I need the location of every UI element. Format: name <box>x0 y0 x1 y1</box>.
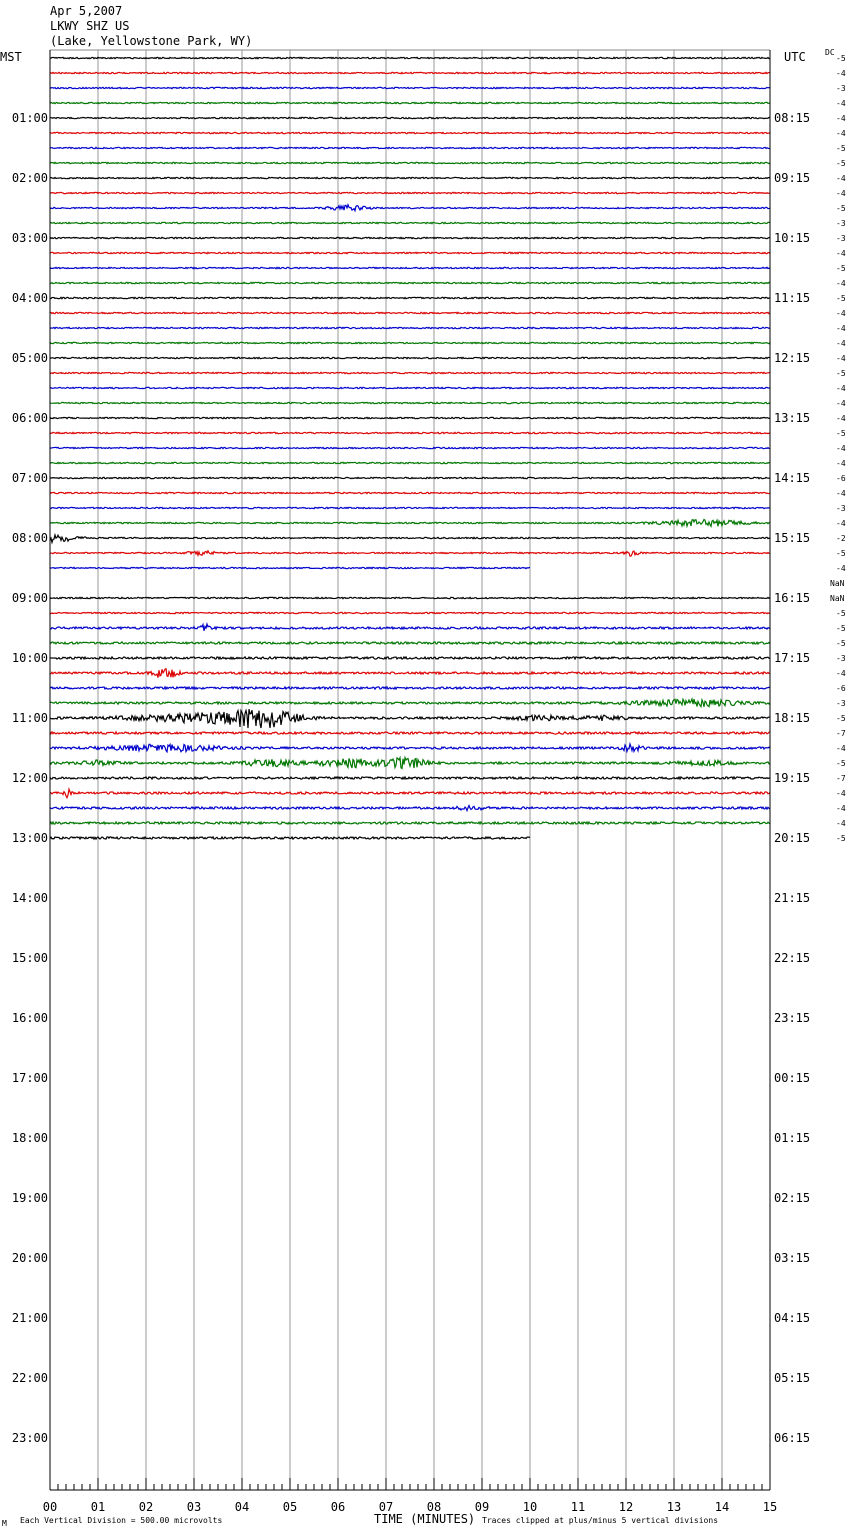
seismic-trace-row <box>50 699 770 707</box>
seismic-trace-row <box>50 117 770 118</box>
plot-axes <box>50 50 770 1490</box>
dc-offset-label: -3 <box>836 234 846 243</box>
seismic-trace-row <box>50 551 770 556</box>
dc-offset-label: -4 <box>836 519 846 528</box>
seismic-trace-row <box>50 492 770 493</box>
dc-offset-label: -7 <box>836 774 846 783</box>
dc-offset-label: -5 <box>836 159 846 168</box>
utc-hour-label: 13:15 <box>774 411 811 425</box>
dc-offset-label: -5 <box>836 264 846 273</box>
mst-axis-label: MST <box>0 50 22 64</box>
station-location: (Lake, Yellowstone Park, WY) <box>50 34 253 48</box>
seismic-trace-row <box>50 297 770 298</box>
mst-hour-label: 02:00 <box>11 171 48 185</box>
mst-hour-label: 03:00 <box>11 231 48 245</box>
seismic-trace-row <box>50 477 770 478</box>
x-tick-label: 00 <box>42 1500 58 1514</box>
mst-hour-label: 12:00 <box>11 771 48 785</box>
mst-hour-label: 05:00 <box>11 351 48 365</box>
mst-hour-label: 08:00 <box>11 531 48 545</box>
station-code: LKWY SHZ US <box>50 19 130 33</box>
mst-hour-label: 18:00 <box>11 1131 48 1145</box>
mst-hour-label: 09:00 <box>11 591 48 605</box>
x-tick-label: 05 <box>282 1500 298 1514</box>
mst-hour-label: 20:00 <box>11 1251 48 1265</box>
dc-offset-label: -4 <box>836 669 846 678</box>
utc-hour-label: 03:15 <box>774 1251 811 1265</box>
dc-offset-label: -4 <box>836 69 846 78</box>
seismic-trace-row <box>50 709 770 728</box>
utc-hour-label: 10:15 <box>774 231 811 245</box>
x-tick-label: 03 <box>186 1500 202 1514</box>
dc-offset-label: -4 <box>836 99 846 108</box>
x-tick-label: 04 <box>234 1500 250 1514</box>
dc-offset-label: -4 <box>836 249 846 258</box>
seismic-trace-row <box>50 447 770 448</box>
utc-hour-label: 01:15 <box>774 1131 811 1145</box>
vertical-division-note: Each Vertical Division = 500.00 microvolts <box>20 1516 223 1525</box>
seismic-trace-row <box>50 519 770 526</box>
utc-hour-label: 02:15 <box>774 1191 811 1205</box>
seismic-trace-row <box>50 282 770 283</box>
utc-axis-label: UTC <box>784 50 806 64</box>
mst-hour-label: 14:00 <box>11 891 48 905</box>
dc-offset-label: -3 <box>836 654 846 663</box>
utc-hour-label: 15:15 <box>774 531 811 545</box>
seismic-trace-row <box>50 57 770 58</box>
dc-offset-label: -5 <box>836 294 846 303</box>
seismic-trace-row <box>50 252 770 253</box>
seismic-trace-row <box>50 642 770 644</box>
seismic-trace-row <box>50 669 770 678</box>
utc-hour-label: 21:15 <box>774 891 811 905</box>
dc-offset-label: -4 <box>836 444 846 453</box>
seismic-trace-row <box>50 732 770 734</box>
dc-offset-label: -4 <box>836 324 846 333</box>
dc-offset-label: -4 <box>836 309 846 318</box>
mst-hour-label: 19:00 <box>11 1191 48 1205</box>
x-tick-label: 11 <box>570 1500 586 1514</box>
seismic-trace-row <box>50 402 770 403</box>
seismic-trace-row <box>50 237 770 238</box>
dc-offset-label: -3 <box>836 504 846 513</box>
seismic-trace-row <box>50 205 770 211</box>
seismic-traces <box>50 57 770 839</box>
dc-offset-label: -4 <box>836 129 846 138</box>
dc-offset-label: -3 <box>836 699 846 708</box>
seismic-trace-row <box>50 162 770 163</box>
seismic-trace-row <box>50 597 770 598</box>
x-tick-label: 13 <box>666 1500 682 1514</box>
dc-offset-label: -5 <box>836 609 846 618</box>
dc-offset-label: -5 <box>836 759 846 768</box>
x-tick-label: 09 <box>474 1500 490 1514</box>
dc-offset-label: -4 <box>836 189 846 198</box>
dc-offset-label: -4 <box>836 384 846 393</box>
mst-hour-label: 01:00 <box>11 111 48 125</box>
dc-offset-label: -5 <box>836 549 846 558</box>
seismic-trace-row <box>50 462 770 463</box>
seismic-trace-row <box>50 147 770 148</box>
x-axis-title: TIME (MINUTES) <box>374 1512 476 1526</box>
seismic-trace-row <box>50 342 770 343</box>
utc-hour-label: 09:15 <box>774 171 811 185</box>
dc-offset-label: -4 <box>836 804 846 813</box>
seismic-trace-row <box>50 177 770 178</box>
utc-hour-label: 12:15 <box>774 351 811 365</box>
dc-offset-label: -4 <box>836 744 846 753</box>
mst-hour-label: 07:00 <box>11 471 48 485</box>
seismic-trace-row <box>50 777 770 779</box>
dc-offset-label: -4 <box>836 399 846 408</box>
x-tick-label: 02 <box>138 1500 154 1514</box>
seismic-trace-row <box>50 507 770 508</box>
dc-offset-label: -4 <box>836 279 846 288</box>
seismic-trace-row <box>50 417 770 418</box>
seismic-trace-row <box>50 657 770 659</box>
mst-hour-label: 23:00 <box>11 1431 48 1445</box>
dc-offset-label: -5 <box>836 624 846 633</box>
mst-hour-label: 06:00 <box>11 411 48 425</box>
x-tick-label: 10 <box>522 1500 538 1514</box>
dc-offset-label: -4 <box>836 114 846 123</box>
utc-hour-label: 04:15 <box>774 1311 811 1325</box>
utc-hour-label: 14:15 <box>774 471 811 485</box>
dc-offset-label: -5 <box>836 144 846 153</box>
seismic-trace-row <box>50 806 770 811</box>
utc-hour-label: 06:15 <box>774 1431 811 1445</box>
dc-offset-label: -3 <box>836 219 846 228</box>
dc-offset-label: -6 <box>836 684 846 693</box>
utc-hour-label: 11:15 <box>774 291 811 305</box>
dc-offset-label: -5 <box>836 429 846 438</box>
seismic-trace-row <box>50 789 770 797</box>
seismic-trace-row <box>50 102 770 103</box>
dc-offset-label: -5 <box>836 834 846 843</box>
dc-offset-label: -5 <box>836 204 846 213</box>
x-tick-label: 14 <box>714 1500 730 1514</box>
seismic-trace-row <box>50 687 770 689</box>
seismic-trace-row <box>50 72 770 73</box>
dc-offset-label: -4 <box>836 339 846 348</box>
dc-offset-label: -3 <box>836 84 846 93</box>
seismic-trace-row <box>50 535 770 542</box>
dc-offset-label: -6 <box>836 474 846 483</box>
axis-labels <box>0 48 846 1528</box>
mst-hour-label: 17:00 <box>11 1071 48 1085</box>
dc-offset-label: -7 <box>836 729 846 738</box>
seismic-trace-row <box>50 132 770 133</box>
seismic-trace-row <box>50 624 770 631</box>
utc-hour-label: 17:15 <box>774 651 811 665</box>
utc-hour-label: 16:15 <box>774 591 811 605</box>
utc-hour-label: 00:15 <box>774 1071 811 1085</box>
utc-hour-label: 19:15 <box>774 771 811 785</box>
seismic-trace-row <box>50 312 770 313</box>
seismic-trace-row <box>50 357 770 358</box>
seismic-trace-row <box>50 822 770 824</box>
time-gridlines <box>98 50 722 1490</box>
x-tick-label: 12 <box>618 1500 634 1514</box>
dc-offset-label: -4 <box>836 564 846 573</box>
dc-offset-label: -5 <box>836 54 846 63</box>
dc-offset-label: -4 <box>836 459 846 468</box>
seismic-trace-row <box>50 222 770 223</box>
dc-offset-label: NaN <box>830 579 845 588</box>
utc-hour-label: 23:15 <box>774 1011 811 1025</box>
dc-offset-label: -4 <box>836 489 846 498</box>
dc-offset-label: -4 <box>836 354 846 363</box>
dc-offset-label: -2 <box>836 534 846 543</box>
mst-hour-label: 13:00 <box>11 831 48 845</box>
utc-hour-label: 18:15 <box>774 711 811 725</box>
seismic-trace-row <box>50 372 770 373</box>
dc-offset-label: -4 <box>836 174 846 183</box>
seismic-trace-row <box>50 387 770 388</box>
station-date: Apr 5,2007 <box>50 4 123 18</box>
seismic-trace-row <box>50 192 770 193</box>
dc-offset-label: -5 <box>836 369 846 378</box>
dc-offset-label: -4 <box>836 819 846 828</box>
dc-offset-label: -4 <box>836 789 846 798</box>
dc-label: DC <box>825 48 835 57</box>
clipping-note: Traces clipped at plus/minus 5 vertical divisions <box>482 1516 719 1525</box>
x-tick-label: 06 <box>330 1500 346 1514</box>
seismic-trace-row <box>50 327 770 328</box>
corner-mark: M <box>2 1519 7 1528</box>
utc-hour-label: 20:15 <box>774 831 811 845</box>
x-tick-label: 07 <box>378 1500 394 1514</box>
dc-offset-label: -5 <box>836 714 846 723</box>
x-tick-label: 08 <box>426 1500 442 1514</box>
dc-offset-label: -5 <box>836 639 846 648</box>
mst-hour-label: 04:00 <box>11 291 48 305</box>
x-tick-label: 01 <box>90 1500 106 1514</box>
utc-hour-label: 08:15 <box>774 111 811 125</box>
mst-hour-label: 22:00 <box>11 1371 48 1385</box>
dc-offset-label: -4 <box>836 414 846 423</box>
seismic-trace-row <box>50 612 770 613</box>
utc-hour-label: 05:15 <box>774 1371 811 1385</box>
utc-hour-label: 22:15 <box>774 951 811 965</box>
mst-hour-label: 21:00 <box>11 1311 48 1325</box>
mst-hour-label: 15:00 <box>11 951 48 965</box>
mst-hour-label: 11:00 <box>11 711 48 725</box>
mst-hour-label: 16:00 <box>11 1011 48 1025</box>
x-tick-label: 15 <box>762 1500 778 1514</box>
seismic-trace-row <box>50 432 770 433</box>
mst-hour-label: 10:00 <box>11 651 48 665</box>
seismic-trace-row <box>50 744 770 752</box>
dc-offset-label: NaN <box>830 594 845 603</box>
seismic-trace-row <box>50 758 770 769</box>
seismic-trace-row <box>50 87 770 88</box>
seismic-trace-row <box>50 267 770 268</box>
